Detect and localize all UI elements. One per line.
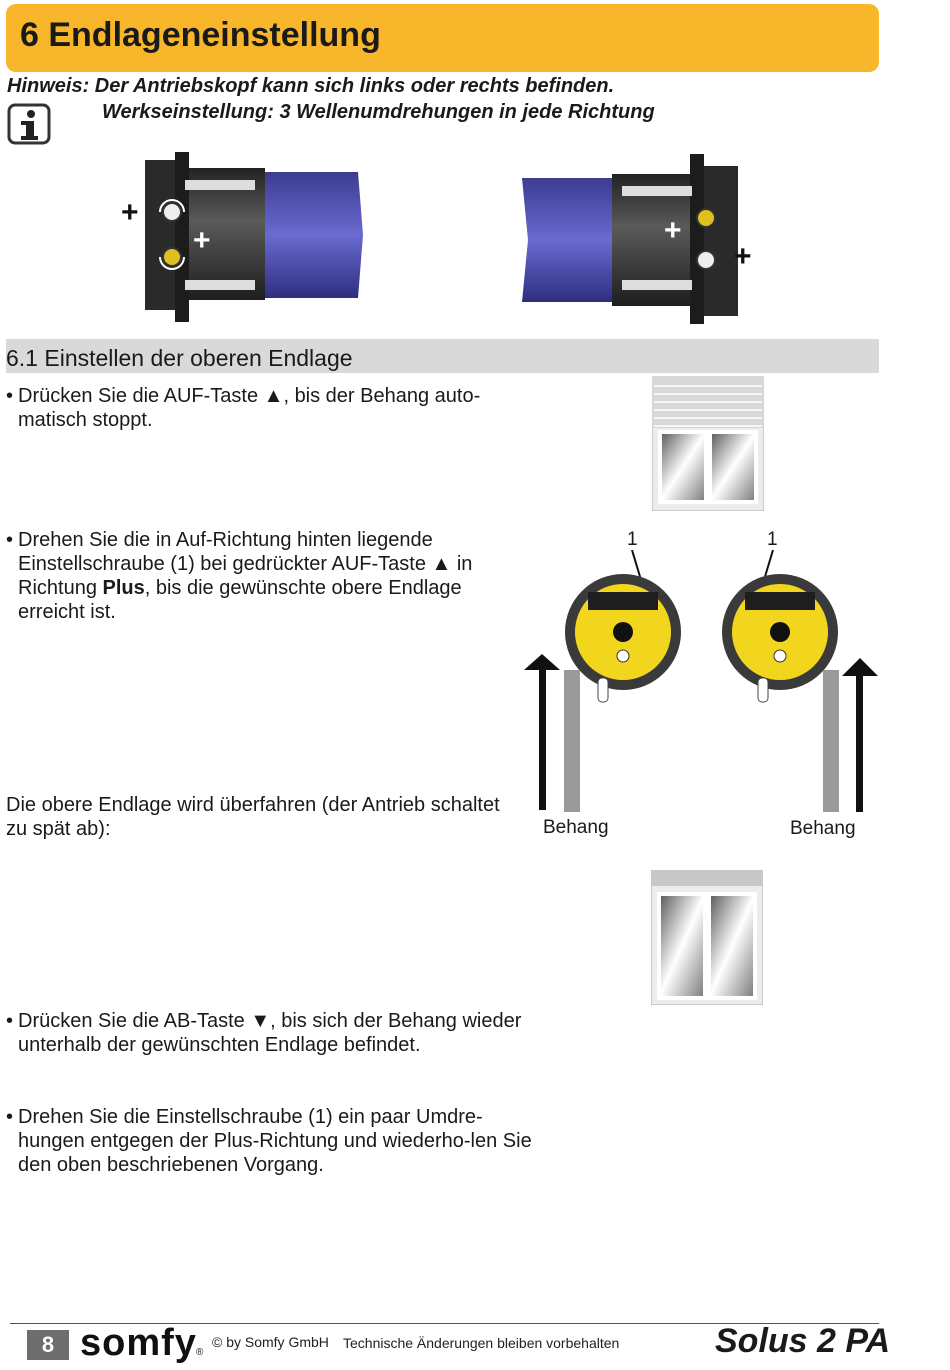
window-shutter-open [651, 870, 763, 1005]
registered-mark: ® [196, 1347, 204, 1358]
plus-sign-3: + [664, 214, 682, 247]
changes-notice: Technische Änderungen bleiben vorbehalten [343, 1335, 620, 1351]
plus-sign-1: + [121, 196, 139, 229]
callout-1-left: 1 [627, 529, 638, 550]
callout-1-right: 1 [767, 529, 778, 550]
page-number: 8 [27, 1330, 69, 1360]
plus-sign-2: + [193, 224, 211, 257]
window-shutter-up [652, 376, 764, 511]
step-2-text-b: , bis die gewünschte obere Endlage erreicht ist. [18, 577, 462, 623]
motor-heads-illustration [520, 550, 882, 815]
motor-right-illustration [522, 152, 762, 327]
step-adjust-screw [6, 528, 533, 624]
step-reverse-screw: • Drehen Sie die Einstellschraube (1) ein paar Umdre-hungen entgegen der Plus-Richtung und wiederho-len Sie den oben beschriebenen Vorgang. [6, 1105, 543, 1177]
note-line-1: Hinweis: Der Antriebskopf kann sich links oder rechts befinden. [7, 75, 615, 97]
page-title: 6 Endlageneinstellung [20, 16, 381, 54]
step-2-bold: Plus [102, 577, 145, 599]
motor-left-illustration [120, 150, 365, 325]
info-icon [7, 103, 51, 145]
section-title: 6.1 Einstellen der oberen Endlage [6, 345, 353, 371]
somfy-logo: somfy [80, 1322, 197, 1364]
plus-sign-4: + [734, 240, 752, 273]
copyright-text: © by Somfy GmbH [212, 1334, 329, 1350]
behang-label-right: Behang [790, 818, 856, 839]
product-name: Solus 2 PA [715, 1322, 891, 1360]
note-line-2: Werkseinstellung: 3 Wellenumdrehungen in jede Richtung [102, 101, 655, 123]
overrun-paragraph: Die obere Endlage wird überfahren (der Antrieb schaltet zu spät ab): [6, 794, 500, 840]
step-2-text-a: Drehen Sie die in Auf-Richtung hinten liegende Einstellschraube (1) bei gedrückter AUF-Taste ▲ in Richtung [18, 529, 473, 599]
behang-label-left: Behang [543, 817, 609, 838]
step-press-down: • Drücken Sie die AB-Taste ▼, bis sich der Behang wieder unterhalb der gewünschten Endlage befindet. [6, 1009, 543, 1057]
step-press-up: • Drücken Sie die AUF-Taste ▲, bis der Behang auto-matisch stoppt. [6, 384, 533, 432]
